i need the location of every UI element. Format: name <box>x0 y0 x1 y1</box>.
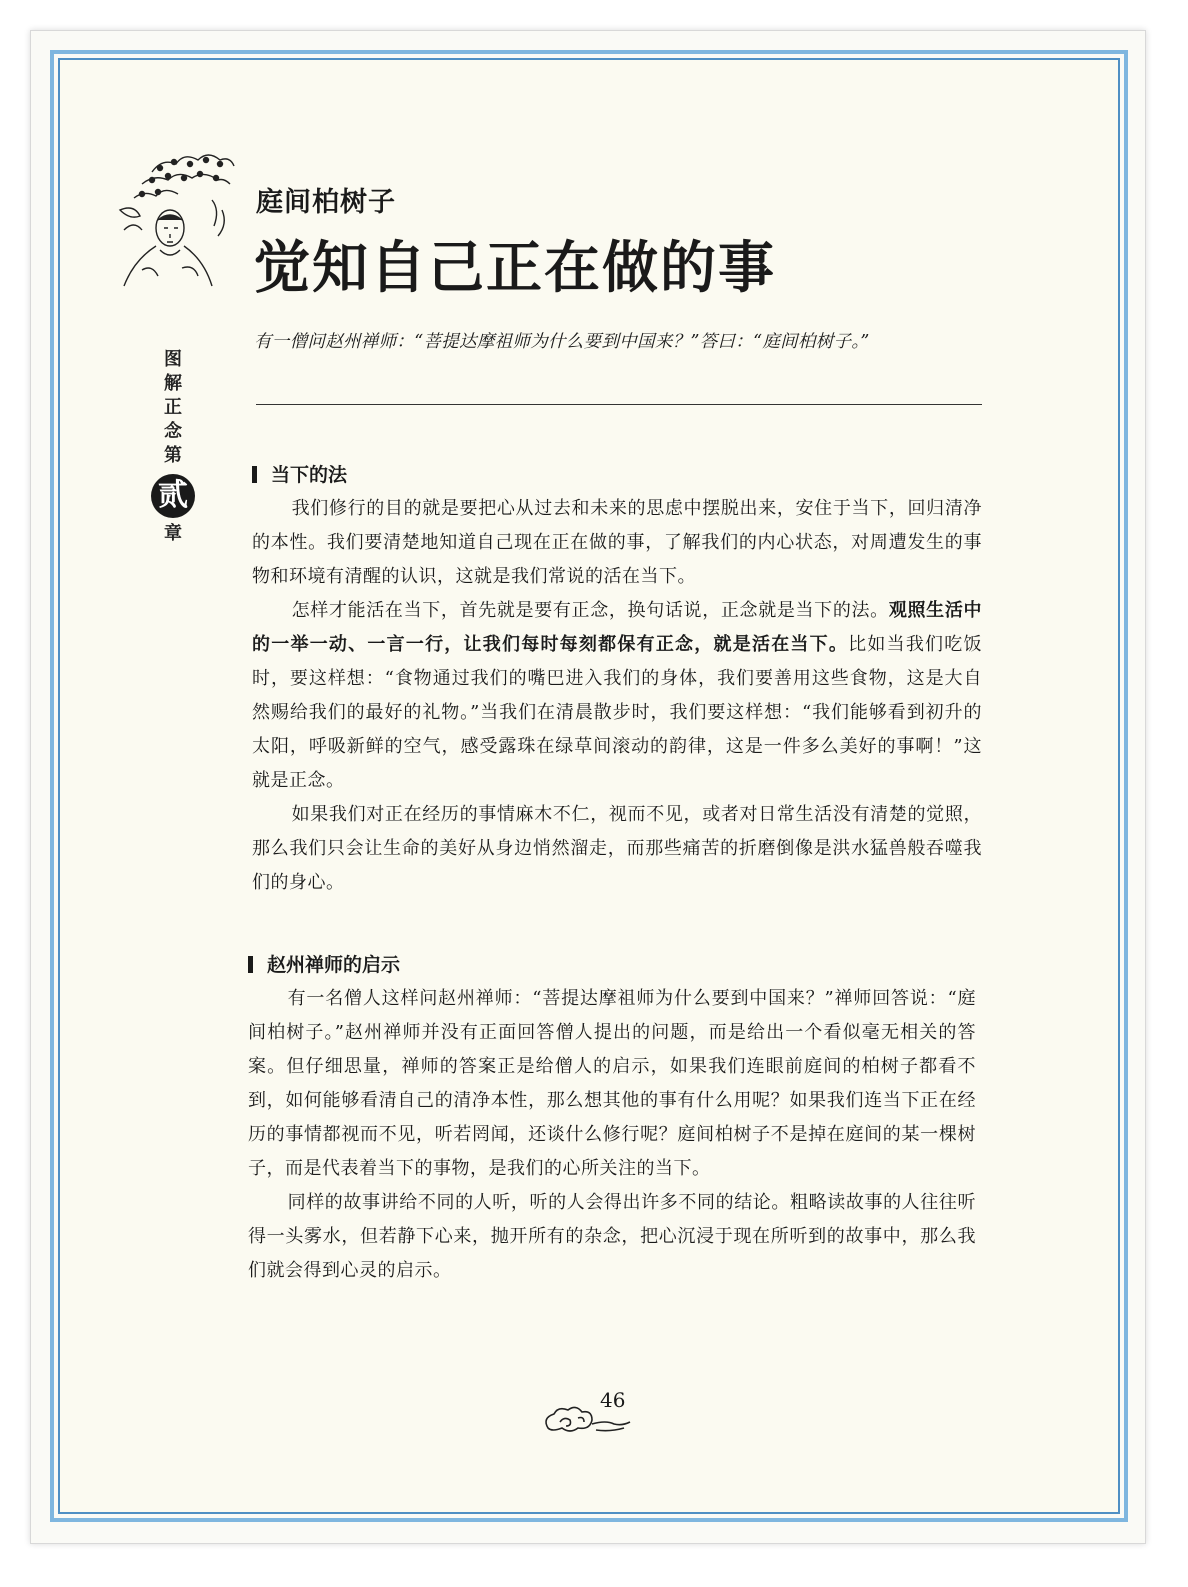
section-body <box>248 982 976 1288</box>
heading-marker-icon <box>248 956 253 973</box>
heading-marker-icon <box>252 466 257 483</box>
section-heading-text: 当下的法 <box>271 464 348 486</box>
epigraph-quote: 有一僧问赵州禅师：“菩提达摩祖师为什么要到中国来？”答曰：“庭间柏树子。” <box>254 332 870 352</box>
section-heading-text: 赵州禅师的启示 <box>267 954 401 976</box>
side-label-char: 解 <box>164 373 182 394</box>
side-label-char: 正 <box>164 397 182 418</box>
side-label-char: 念 <box>164 421 182 442</box>
page-number: 46 <box>600 1388 626 1412</box>
section-heading <box>252 460 347 487</box>
page-title: 觉知自己正在做的事 <box>254 235 776 301</box>
chapter-prefix: 第 <box>164 445 182 466</box>
body-paragraph <box>252 594 982 798</box>
body-paragraph: 有一名僧人这样问赵州禅师：“菩提达摩祖师为什么要到中国来？”禅师回答说：“庭间柏树子。”赵州禅师并没有正面回答僧人提出的问题，而是给出一个看似毫无相关的答案。但仔细思量，禅师的答案正是给僧人的启示，如果我们连眼前庭间的柏树子都看不到，如何能够看清自己的清净本性，那么想其他的事有什么用呢？如果我们连当下正在经历的事情都视而不见，听若罔闻，还谈什么修行呢？庭间柏树子不是掉在庭间的某一棵树子，而是代表着当下的事物，是我们的心所关注的当下。 <box>248 988 976 1179</box>
paragraph-emphasis: 观照生活中的一举一动、一言一行，让我们每时每刻都保有正念，就是活在当下。 <box>252 600 982 655</box>
chapter-suffix: 章 <box>164 523 182 544</box>
chapter-number-badge: 贰 <box>151 474 195 518</box>
chapter-side-label <box>158 348 188 546</box>
section-heading <box>248 950 400 977</box>
section-subtitle: 庭间柏树子 <box>256 187 396 218</box>
side-label-char: 图 <box>164 349 182 370</box>
body-paragraph: 如果我们对正在经历的事情麻木不仁，视而不见，或者对日常生活没有清楚的觉照，那么我们只会让生命的美好从身边悄然溜走，而那些痛苦的折磨倒像是洪水猛兽般吞噬我们的身心。 <box>252 804 982 893</box>
section-body <box>252 492 982 900</box>
paragraph-text: 比如当我们吃饭时，要这样想：“食物通过我们的嘴巴进入我们的身体，我们要善用这些食物，这是大自然赐给我们的最好的礼物。”当我们在清晨散步时，我们要这样想：“我们能够看到初升的太阳，呼吸新鲜的空气，感受露珠在绿草间滚动的韵律，这是一件多么美好的事啊！”这就是正念。 <box>252 634 983 791</box>
body-paragraph: 同样的故事讲给不同的人听，听的人会得出许多不同的结论。粗略读故事的人往往听得一头雾水，但若静下心来，抛开所有的杂念，把心沉浸于现在所听到的故事中，那么我们就会得到心灵的启示。 <box>248 1192 976 1281</box>
paragraph-text: 怎样才能活在当下，首先就是要有正念，换句话说，正念就是当下的法。 <box>291 600 889 621</box>
body-paragraph: 我们修行的目的就是要把心从过去和未来的思虑中摆脱出来，安住于当下，回归清净的本性。我们要清楚地知道自己现在正在做的事，了解我们的内心状态，对周遭发生的事物和环境有清醒的认识，这就是我们常说的活在当下。 <box>252 498 982 587</box>
monk-portrait-illustration <box>112 150 242 290</box>
cloud-ornament-icon <box>540 1402 636 1442</box>
divider-rule <box>256 404 982 405</box>
